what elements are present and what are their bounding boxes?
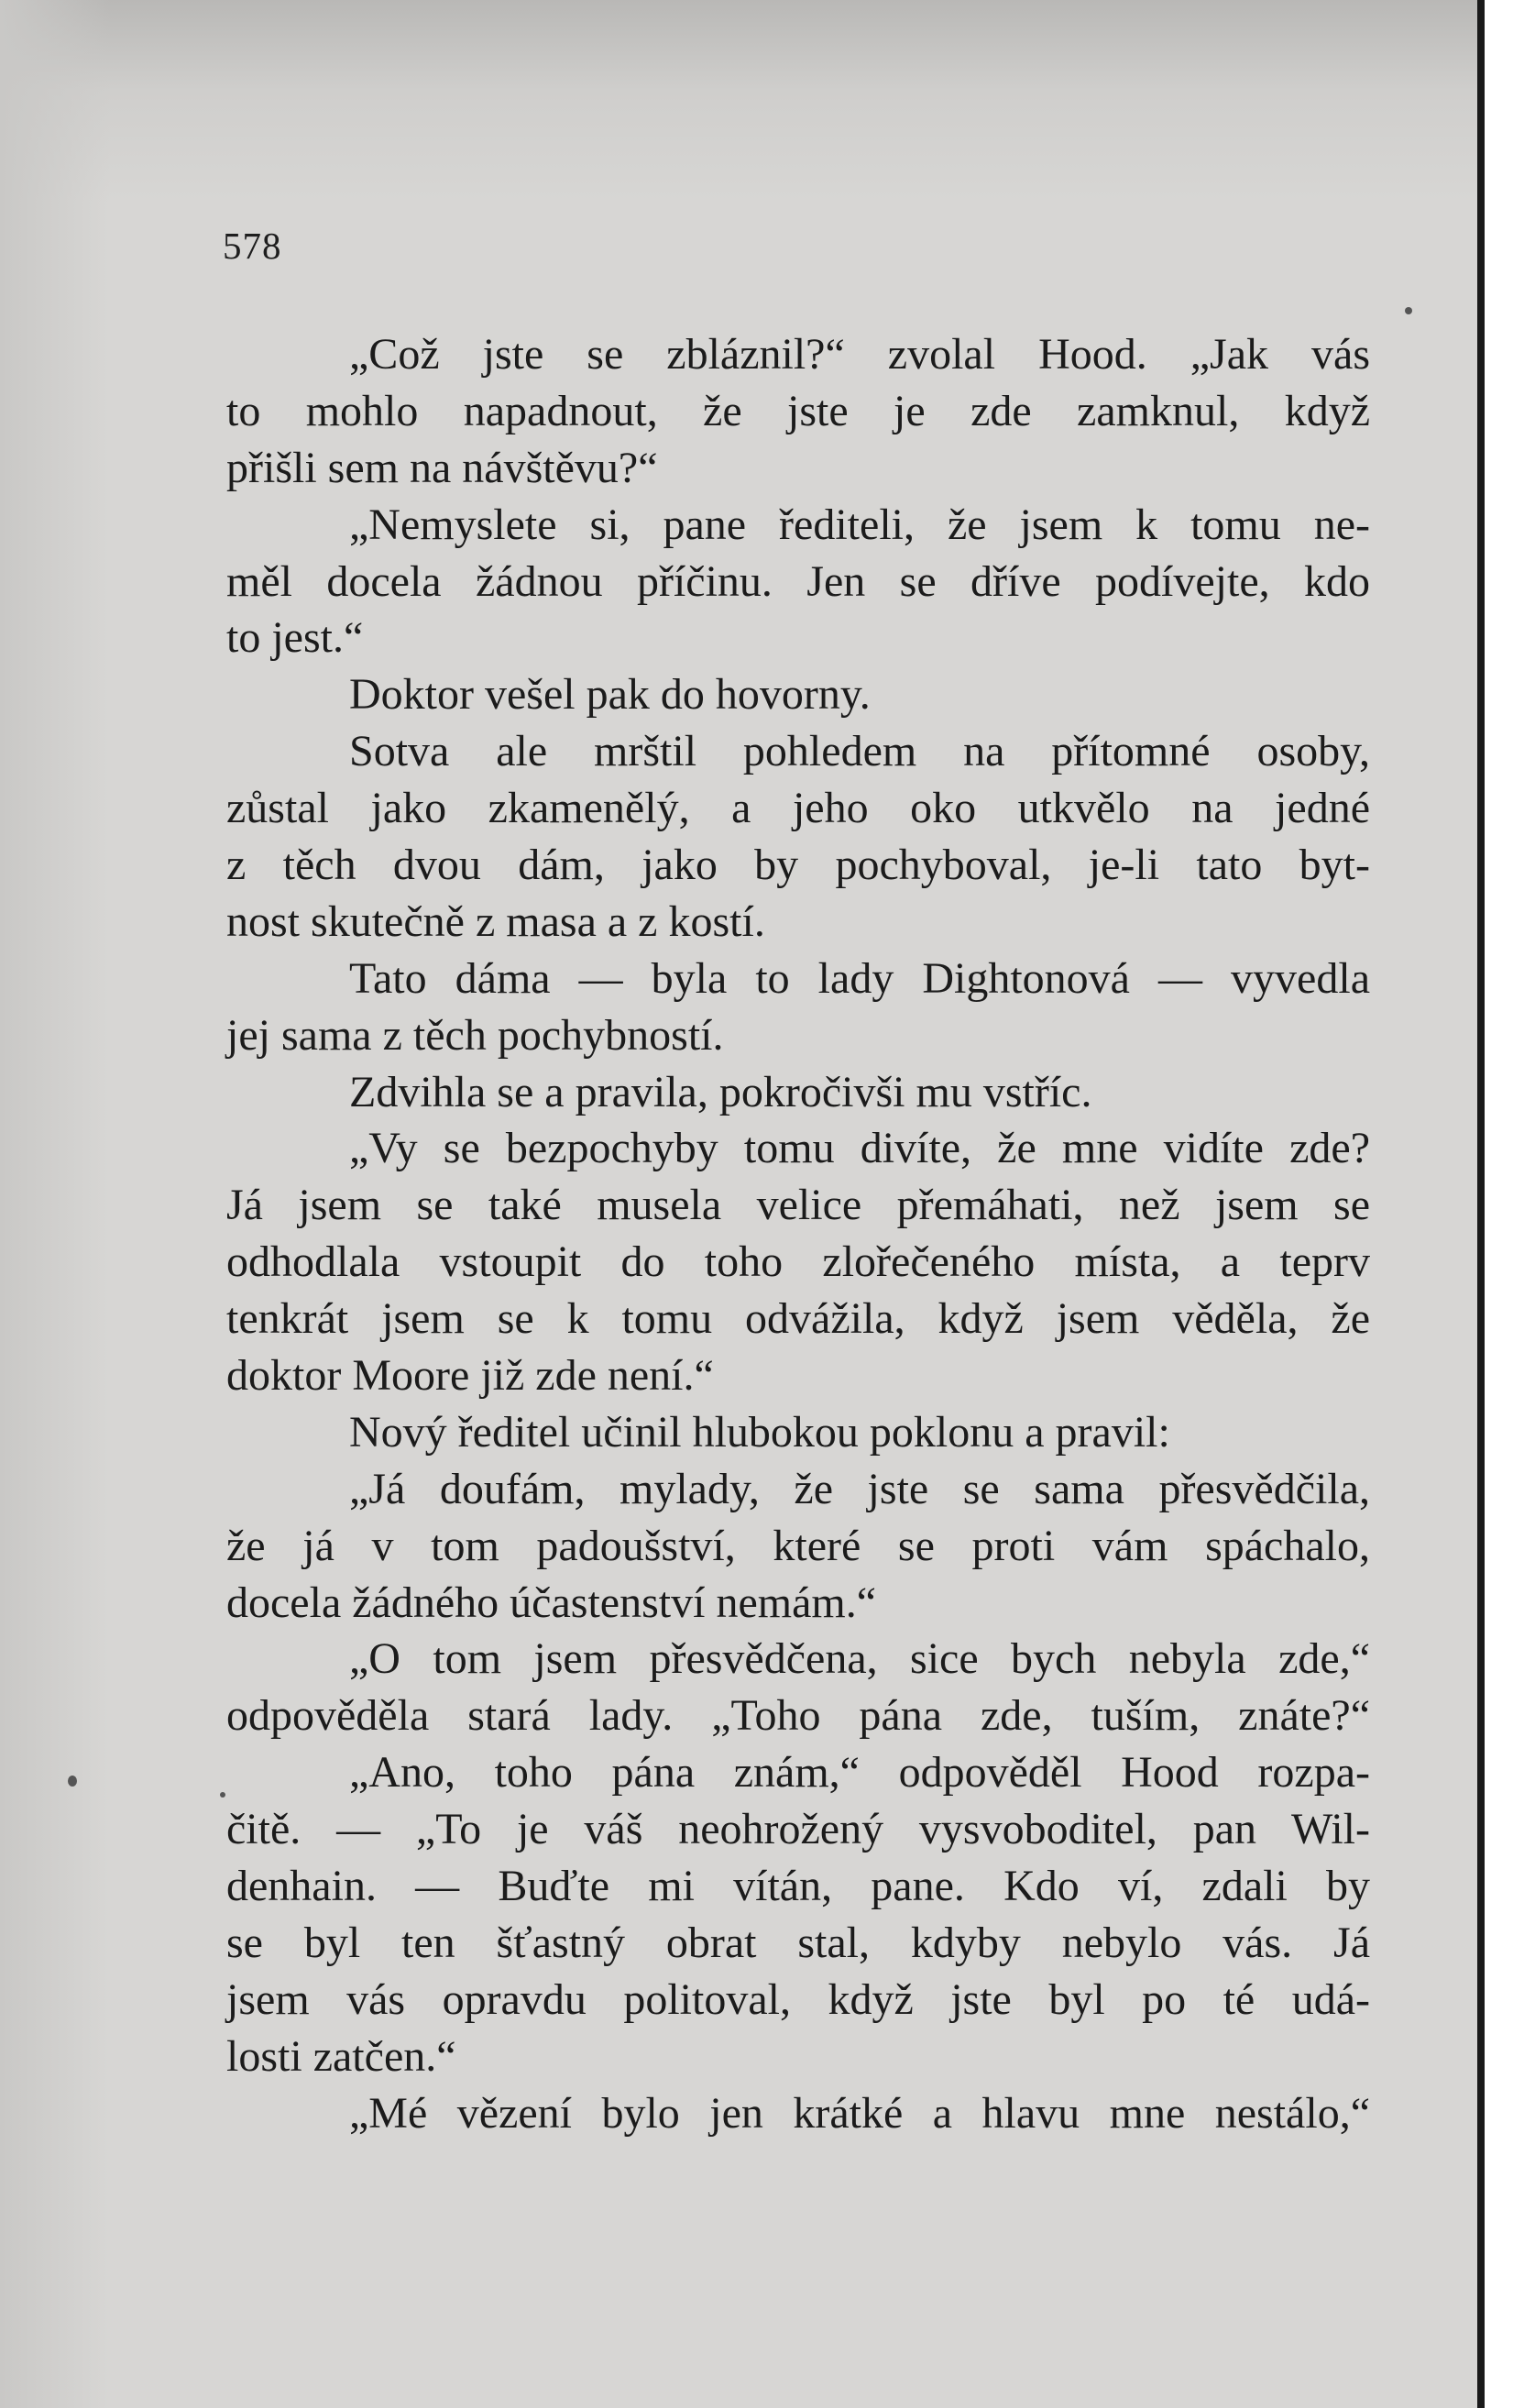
text-line: Tato dáma — byla to lady Dightonová — vyvedla: [349, 953, 1370, 1003]
text-line: nost skutečně z masa a z kostí.: [226, 896, 765, 946]
text-line: jej sama z těch pochybností.: [226, 1010, 724, 1060]
text-line: že já v tom padoušství, které se proti vám spáchalo,: [226, 1521, 1370, 1570]
text-line: z těch dvou dám, jako by pochyboval, je-li tato byt-: [226, 841, 1370, 890]
text-line: Zdvihla se a pravila, pokročivši mu vstříc.: [349, 1067, 1092, 1116]
paper-speck: [1405, 307, 1412, 314]
text-line: „Nemyslete si, pane řediteli, že jsem k tomu ne-: [349, 500, 1370, 549]
text-line: Doktor vešel pak do hovorny.: [349, 670, 871, 720]
text-line: to jest.“: [226, 613, 364, 663]
text-line: losti zatčen.“: [226, 2031, 456, 2081]
page-edge-shadow: [1477, 0, 1485, 2408]
text-line: se byl ten šťastný obrat stal, kdyby nebylo vás. Já: [226, 1918, 1370, 1967]
text-line: „Vy se bezpochyby tomu divíte, že mne vidíte zde?: [349, 1124, 1370, 1173]
text-line: „Ano, toho pána znám,“ odpověděl Hood rozpa-: [349, 1748, 1370, 1798]
text-line: „Což jste se zbláznil?“ zvolal Hood. „Jak vás: [349, 330, 1370, 379]
text-line: jsem vás opravdu politoval, když jste byl po té udá-: [226, 1974, 1370, 2024]
text-line: čitě. — „To je váš neohrožený vysvoboditel, pan Wil-: [226, 1805, 1370, 1854]
paper-speck: [220, 1792, 225, 1798]
page-number: 578: [223, 225, 282, 267]
text-line: odpověděla stará lady. „Toho pána zde, tuším, znáte?“: [226, 1691, 1370, 1741]
text-line: „Mé vězení bylo jen krátké a hlavu mne nestálo,“: [349, 2088, 1370, 2138]
text-line: doktor Moore již zde není.“: [226, 1351, 714, 1401]
text-line: odhodlala vstoupit do toho zlořečeného místa, a teprv: [226, 1237, 1370, 1287]
text-line: přišli sem na návštěvu?“: [226, 443, 658, 492]
text-line: „Já doufám, mylady, že jste se sama přesvědčila,: [349, 1464, 1370, 1513]
text-line: docela žádného účastenství nemám.“: [226, 1578, 877, 1627]
text-line: Nový ředitel učinil hlubokou poklonu a pravil:: [349, 1407, 1170, 1457]
text-line: měl docela žádnou příčinu. Jen se dříve podívejte, kdo: [226, 556, 1370, 606]
text-line: tenkrát jsem se k tomu odvážila, když jsem věděla, že: [226, 1294, 1370, 1344]
text-line: Já jsem se také musela velice přemáhati, než jsem se: [226, 1181, 1370, 1230]
text-line: „O tom jsem přesvědčena, sice bych nebyla zde,“: [349, 1634, 1370, 1684]
text-line: zůstal jako zkamenělý, a jeho oko utkvělo na jedné: [226, 784, 1370, 833]
body-text: [226, 326, 1370, 2142]
paper-speck: [68, 1776, 77, 1787]
text-line: to mohlo napadnout, že jste je zde zamknul, když: [226, 386, 1370, 435]
text-line: denhain. — Buďte mi vítán, pane. Kdo ví, zdali by: [226, 1862, 1370, 1911]
text-line: Sotva ale mrštil pohledem na přítomné osoby,: [349, 727, 1370, 776]
